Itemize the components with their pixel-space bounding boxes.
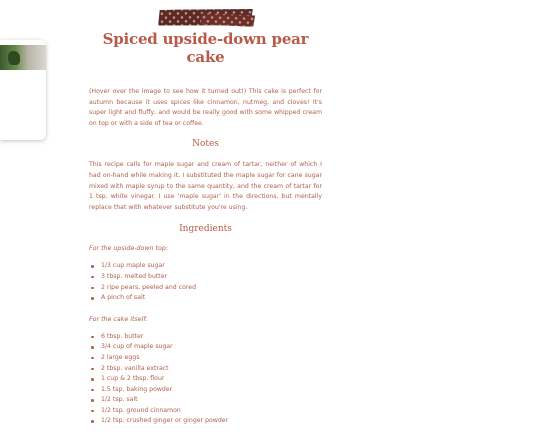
notes-text: This recipe calls for maple sugar and cream of tartar, neither of which I had on-hand while making it. I substituted the maple sugar for cane sugar mixed with maple syrup to the same quantity, and the cream of tartar for 1 tsp. white vinegar. I use 'maple sugar' in the directions, but mentally replace that with whatever substitute you're using. xyxy=(89,161,322,211)
list-item: 1.5 tsp. baking powder xyxy=(89,385,322,396)
notes-heading: Notes xyxy=(192,139,219,150)
list-item: 2 tbsp. vanilla extract xyxy=(89,364,322,375)
topping-ingredients-list xyxy=(89,261,322,303)
list-item: 2 large eggs xyxy=(89,353,322,364)
cake-subheading: For the cake itself: xyxy=(89,315,148,323)
list-item: 1/2 tsp. crushed ginger or ginger powder xyxy=(89,416,322,427)
recipe-intro: (Hover over the image to see how it turned out!) This cake is perfect for autumn because it uses spices like cinnamon, nutmeg, and cloves! It's super light and fluffy, and would be really good with some whipped cream on top or with a side of tea or coffee. xyxy=(89,88,322,127)
ingredients-heading: Ingredients xyxy=(179,224,232,235)
cake-photo-thumbnail[interactable] xyxy=(0,45,46,70)
list-item: 1/3 cup maple sugar xyxy=(89,261,322,272)
list-item: 2 ripe pears, peeled and cored xyxy=(89,283,322,294)
list-item: 1/2 tsp. ground cinnamon xyxy=(89,406,322,417)
list-item: 3 tbsp. melted butter xyxy=(89,272,322,283)
topping-subheading: For the upside-down top: xyxy=(89,245,168,253)
list-item: 1/2 tsp. salt xyxy=(89,395,322,406)
cake-ingredients-list xyxy=(89,332,322,427)
list-item: 1 cup & 2 tbsp. flour xyxy=(89,374,322,385)
recipe-content xyxy=(89,30,322,439)
list-item: 6 tbsp. butter xyxy=(89,332,322,343)
list-item: A pinch of salt xyxy=(89,293,322,304)
recipe-title: Spiced upside-down pear cake xyxy=(102,30,309,66)
list-item: 3/4 cup of maple sugar xyxy=(89,342,322,353)
image-preview-card[interactable] xyxy=(0,40,46,140)
